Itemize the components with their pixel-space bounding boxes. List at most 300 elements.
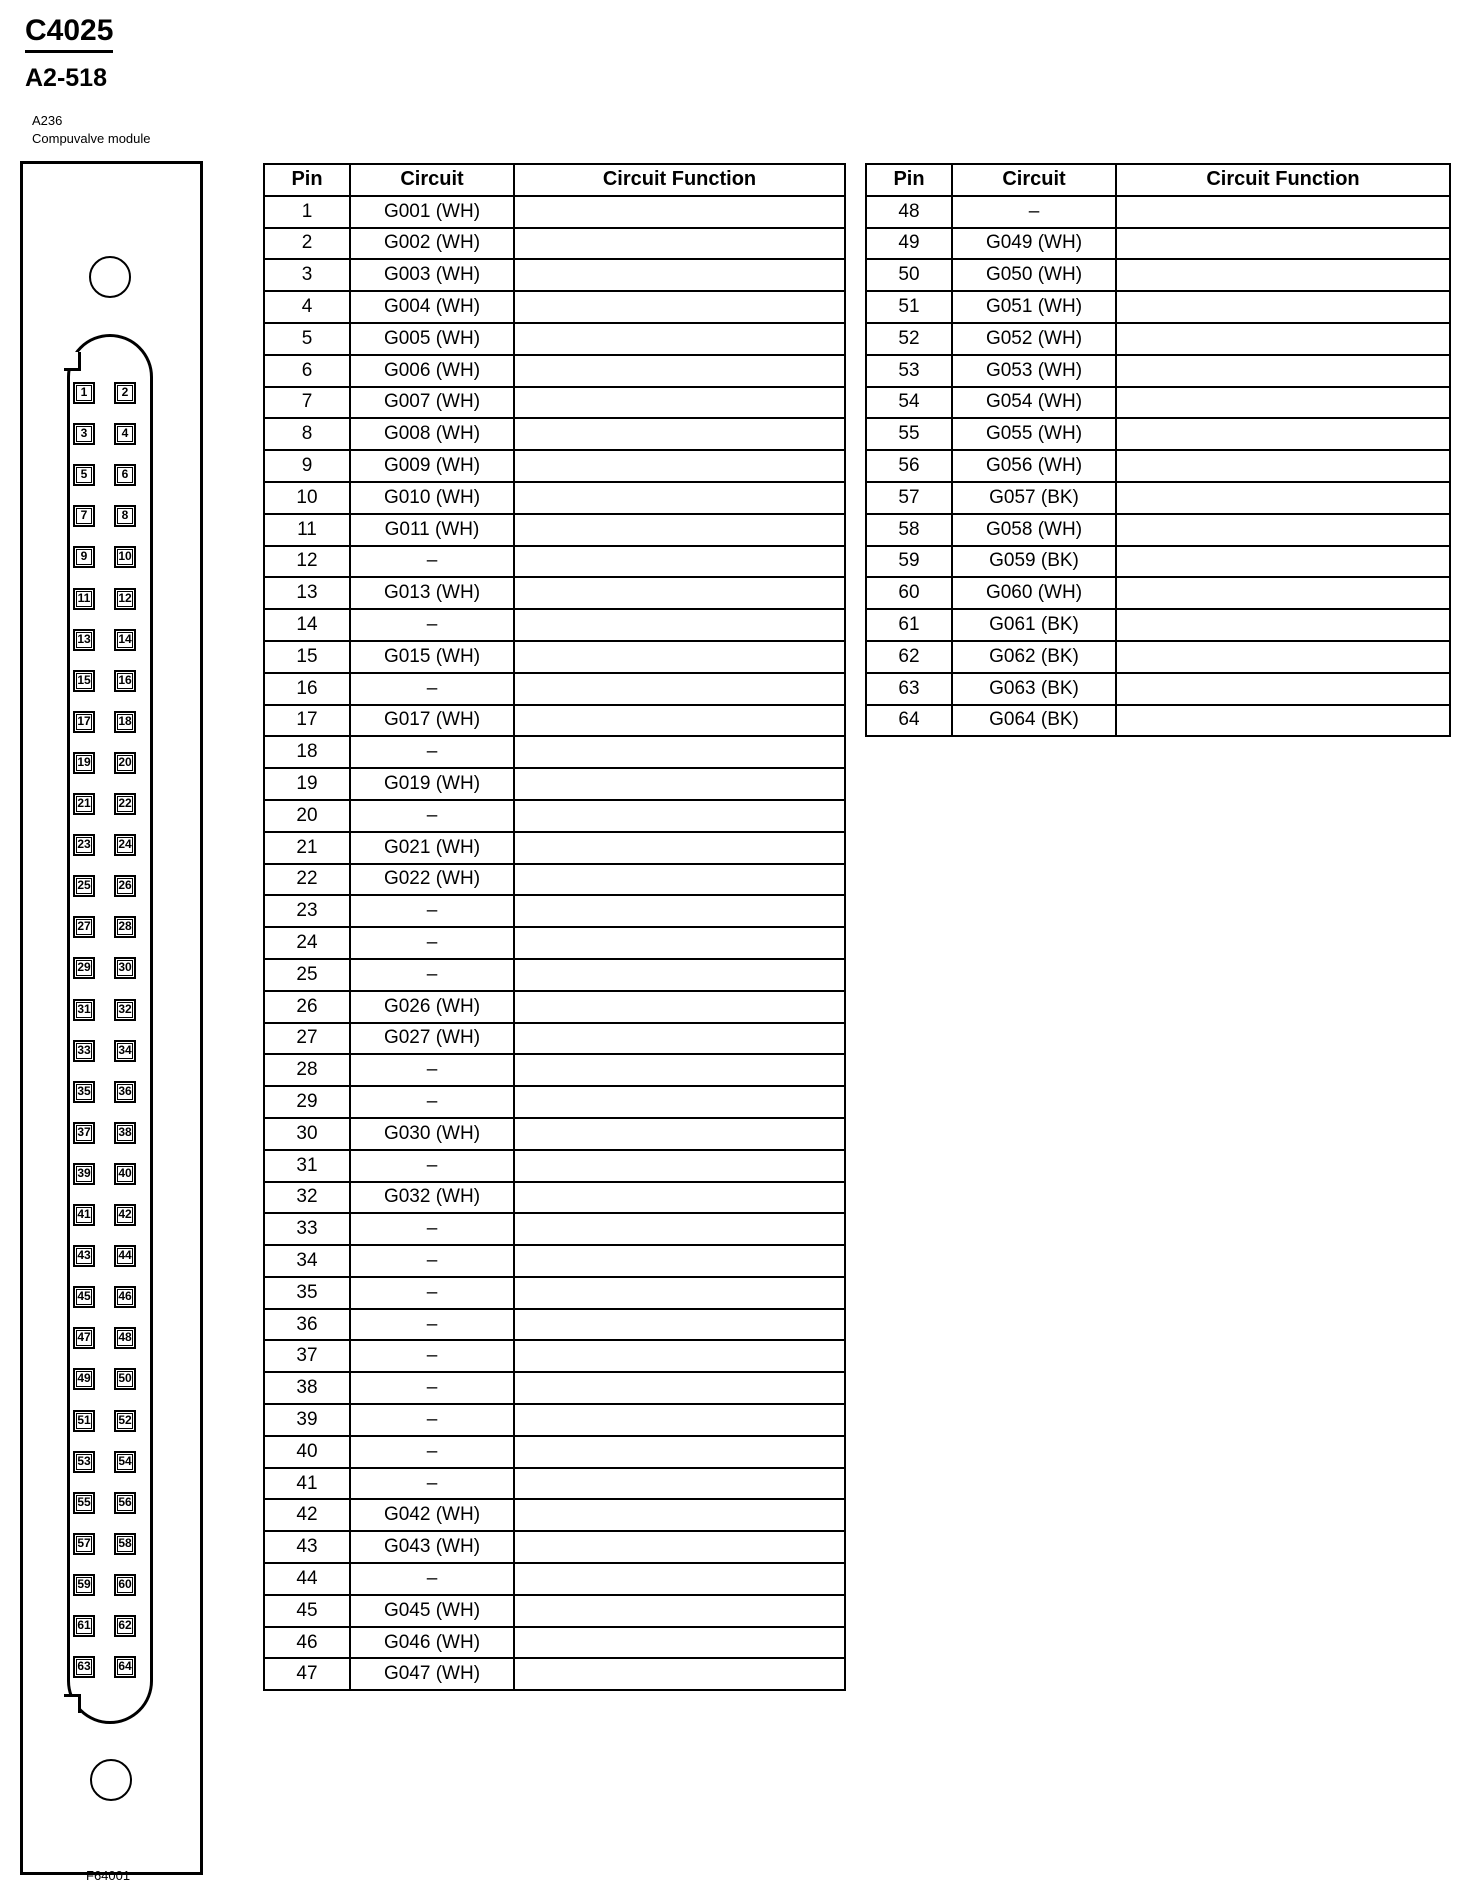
pin-cell: 52	[866, 323, 952, 355]
connector-face-diagram	[20, 161, 203, 1875]
function-cell	[514, 1245, 845, 1277]
function-cell	[1116, 228, 1450, 260]
pin-cell: 58	[866, 514, 952, 546]
connector-pin: 61	[73, 1615, 95, 1637]
table-row	[264, 1182, 845, 1214]
function-cell	[1116, 546, 1450, 578]
connector-body	[67, 334, 153, 1724]
function-cell	[1116, 355, 1450, 387]
connector-pin: 44	[114, 1245, 136, 1267]
circuit-cell: G055 (WH)	[952, 418, 1116, 450]
pin-cell: 19	[264, 768, 350, 800]
function-cell	[1116, 609, 1450, 641]
table-row	[264, 1150, 845, 1182]
circuit-cell: –	[350, 1563, 514, 1595]
table-row	[866, 291, 1450, 323]
pin-cell: 27	[264, 1023, 350, 1055]
function-cell	[514, 259, 845, 291]
connector-pin: 4	[114, 423, 136, 445]
table-row	[264, 546, 845, 578]
location-code: A2-518	[25, 64, 107, 92]
connector-pin: 39	[73, 1163, 95, 1185]
connector-pin: 33	[73, 1040, 95, 1062]
pin-cell: 20	[264, 800, 350, 832]
function-cell	[514, 355, 845, 387]
connector-pin: 3	[73, 423, 95, 445]
circuit-cell: G053 (WH)	[952, 355, 1116, 387]
table-row	[866, 259, 1450, 291]
function-cell	[514, 864, 845, 896]
connector-pin: 27	[73, 916, 95, 938]
table-row	[264, 736, 845, 768]
connector-pin: 57	[73, 1533, 95, 1555]
header-circuit-function: Circuit Function	[1116, 164, 1450, 196]
circuit-cell: G006 (WH)	[350, 355, 514, 387]
function-cell	[514, 323, 845, 355]
function-cell	[514, 768, 845, 800]
connector-pin: 41	[73, 1204, 95, 1226]
connector-pin: 28	[114, 916, 136, 938]
pin-cell: 43	[264, 1531, 350, 1563]
pin-cell: 11	[264, 514, 350, 546]
header-pin: Pin	[866, 164, 952, 196]
function-cell	[514, 1182, 845, 1214]
connector-pin: 6	[114, 464, 136, 486]
function-cell	[514, 1086, 845, 1118]
connector-pin: 37	[73, 1122, 95, 1144]
table-row	[264, 1086, 845, 1118]
mounting-hole-top	[89, 256, 131, 298]
pinout-table-right	[865, 163, 1451, 737]
function-cell	[1116, 387, 1450, 419]
circuit-cell: –	[350, 546, 514, 578]
circuit-cell: G002 (WH)	[350, 228, 514, 260]
circuit-cell: G050 (WH)	[952, 259, 1116, 291]
pin-cell: 60	[866, 577, 952, 609]
pin-cell: 50	[866, 259, 952, 291]
circuit-cell: G051 (WH)	[952, 291, 1116, 323]
connector-pin: 5	[73, 464, 95, 486]
function-cell	[514, 1054, 845, 1086]
pin-cell: 30	[264, 1118, 350, 1150]
table-row	[264, 1404, 845, 1436]
connector-pin: 36	[114, 1081, 136, 1103]
table-row	[264, 832, 845, 864]
table-row	[264, 895, 845, 927]
connector-pin: 55	[73, 1492, 95, 1514]
circuit-cell: –	[350, 736, 514, 768]
function-cell	[514, 1277, 845, 1309]
pin-cell: 37	[264, 1340, 350, 1372]
table-header-row	[264, 164, 845, 196]
function-cell	[514, 1213, 845, 1245]
table-row	[264, 1372, 845, 1404]
function-cell	[514, 387, 845, 419]
function-cell	[514, 514, 845, 546]
header-circuit-function: Circuit Function	[514, 164, 845, 196]
circuit-cell: –	[350, 1309, 514, 1341]
function-cell	[1116, 673, 1450, 705]
circuit-cell: –	[350, 673, 514, 705]
function-cell	[514, 577, 845, 609]
function-cell	[1116, 323, 1450, 355]
pin-cell: 9	[264, 450, 350, 482]
connector-pin: 31	[73, 999, 95, 1021]
circuit-cell: G057 (BK)	[952, 482, 1116, 514]
pin-cell: 1	[264, 196, 350, 228]
pin-cell: 18	[264, 736, 350, 768]
table-row	[264, 514, 845, 546]
function-cell	[1116, 259, 1450, 291]
pin-cell: 54	[866, 387, 952, 419]
function-cell	[514, 546, 845, 578]
circuit-cell: G008 (WH)	[350, 418, 514, 450]
pin-cell: 51	[866, 291, 952, 323]
connector-pin: 35	[73, 1081, 95, 1103]
table-row	[866, 546, 1450, 578]
pin-cell: 28	[264, 1054, 350, 1086]
table-row	[264, 1563, 845, 1595]
function-cell	[514, 991, 845, 1023]
table-row	[264, 355, 845, 387]
table-row	[264, 323, 845, 355]
pin-cell: 13	[264, 577, 350, 609]
circuit-cell: G009 (WH)	[350, 450, 514, 482]
key-tab-top	[64, 352, 81, 371]
connector-pin: 29	[73, 957, 95, 979]
connector-pin: 22	[114, 793, 136, 815]
circuit-cell: G056 (WH)	[952, 450, 1116, 482]
pin-cell: 49	[866, 228, 952, 260]
function-cell	[1116, 641, 1450, 673]
circuit-cell: G010 (WH)	[350, 482, 514, 514]
function-cell	[514, 1150, 845, 1182]
component-id: A236	[32, 113, 63, 128]
connector-pin: 1	[73, 382, 95, 404]
function-cell	[514, 450, 845, 482]
pin-cell: 4	[264, 291, 350, 323]
table-row	[866, 323, 1450, 355]
pin-cell: 46	[264, 1627, 350, 1659]
table-row	[264, 609, 845, 641]
connector-pin: 58	[114, 1533, 136, 1555]
table-row	[866, 355, 1450, 387]
function-cell	[1116, 482, 1450, 514]
table-row	[264, 991, 845, 1023]
pin-cell: 57	[866, 482, 952, 514]
connector-pin: 63	[73, 1656, 95, 1678]
function-cell	[514, 1118, 845, 1150]
circuit-cell: G049 (WH)	[952, 228, 1116, 260]
function-cell	[514, 1436, 845, 1468]
pin-cell: 24	[264, 927, 350, 959]
function-cell	[514, 196, 845, 228]
function-cell	[1116, 450, 1450, 482]
function-cell	[1116, 291, 1450, 323]
circuit-cell: G046 (WH)	[350, 1627, 514, 1659]
pin-cell: 15	[264, 641, 350, 673]
circuit-cell: G011 (WH)	[350, 514, 514, 546]
function-cell	[514, 1309, 845, 1341]
circuit-cell: –	[350, 1436, 514, 1468]
table-row	[264, 959, 845, 991]
circuit-cell: –	[350, 959, 514, 991]
connector-pin: 14	[114, 629, 136, 651]
circuit-cell: G054 (WH)	[952, 387, 1116, 419]
connector-pin: 43	[73, 1245, 95, 1267]
pin-cell: 31	[264, 1150, 350, 1182]
pin-cell: 14	[264, 609, 350, 641]
connector-pin: 40	[114, 1163, 136, 1185]
circuit-cell: G047 (WH)	[350, 1658, 514, 1690]
circuit-cell: G062 (BK)	[952, 641, 1116, 673]
circuit-cell: G001 (WH)	[350, 196, 514, 228]
circuit-cell: G005 (WH)	[350, 323, 514, 355]
pin-cell: 53	[866, 355, 952, 387]
connector-pin: 21	[73, 793, 95, 815]
connector-pin: 12	[114, 588, 136, 610]
pin-cell: 34	[264, 1245, 350, 1277]
connector-pin: 49	[73, 1368, 95, 1390]
pin-cell: 12	[264, 546, 350, 578]
connector-pin: 38	[114, 1122, 136, 1144]
component-name: Compuvalve module	[32, 131, 151, 146]
function-cell	[514, 927, 845, 959]
connector-pin: 25	[73, 875, 95, 897]
table-row	[264, 927, 845, 959]
table-row	[866, 418, 1450, 450]
circuit-cell: G026 (WH)	[350, 991, 514, 1023]
function-cell	[514, 673, 845, 705]
table-row	[866, 577, 1450, 609]
function-cell	[1116, 418, 1450, 450]
pin-cell: 47	[264, 1658, 350, 1690]
pin-cell: 17	[264, 705, 350, 737]
connector-pin: 19	[73, 752, 95, 774]
pin-cell: 2	[264, 228, 350, 260]
circuit-cell: G042 (WH)	[350, 1499, 514, 1531]
table-row	[264, 196, 845, 228]
table-row	[264, 1531, 845, 1563]
circuit-cell: –	[350, 1372, 514, 1404]
figure-code: F64001	[86, 1868, 131, 1883]
pin-cell: 25	[264, 959, 350, 991]
circuit-cell: G060 (WH)	[952, 577, 1116, 609]
circuit-cell: G064 (BK)	[952, 705, 1116, 737]
circuit-cell: –	[350, 609, 514, 641]
table-row	[866, 228, 1450, 260]
connector-pin: 64	[114, 1656, 136, 1678]
pin-cell: 39	[264, 1404, 350, 1436]
function-cell	[514, 895, 845, 927]
table-row	[264, 1340, 845, 1372]
circuit-cell: G059 (BK)	[952, 546, 1116, 578]
pin-cell: 36	[264, 1309, 350, 1341]
pin-cell: 6	[264, 355, 350, 387]
connector-pin: 20	[114, 752, 136, 774]
pin-cell: 38	[264, 1372, 350, 1404]
function-cell	[514, 1563, 845, 1595]
circuit-cell: G003 (WH)	[350, 259, 514, 291]
table-row	[264, 1023, 845, 1055]
table-row	[264, 800, 845, 832]
table-row	[264, 705, 845, 737]
table-row	[264, 228, 845, 260]
pin-cell: 45	[264, 1595, 350, 1627]
table-row	[264, 1277, 845, 1309]
pin-cell: 3	[264, 259, 350, 291]
table-row	[264, 259, 845, 291]
circuit-cell: G063 (BK)	[952, 673, 1116, 705]
connector-pin: 32	[114, 999, 136, 1021]
pin-cell: 16	[264, 673, 350, 705]
pin-cell: 33	[264, 1213, 350, 1245]
circuit-cell: –	[350, 1340, 514, 1372]
connector-pin: 51	[73, 1410, 95, 1432]
connector-pin: 13	[73, 629, 95, 651]
function-cell	[1116, 577, 1450, 609]
connector-pin: 8	[114, 505, 136, 527]
function-cell	[514, 1023, 845, 1055]
connector-title: C4025	[25, 14, 113, 53]
circuit-cell: G045 (WH)	[350, 1595, 514, 1627]
table-row	[264, 673, 845, 705]
function-cell	[514, 1372, 845, 1404]
table-row	[264, 577, 845, 609]
table-row	[866, 609, 1450, 641]
function-cell	[1116, 705, 1450, 737]
table-row	[264, 864, 845, 896]
circuit-cell: –	[350, 1213, 514, 1245]
circuit-cell: –	[350, 1404, 514, 1436]
pin-cell: 61	[866, 609, 952, 641]
table-row	[264, 1499, 845, 1531]
pin-cell: 40	[264, 1436, 350, 1468]
connector-pin: 56	[114, 1492, 136, 1514]
pin-cell: 7	[264, 387, 350, 419]
connector-pin: 17	[73, 711, 95, 733]
table-row	[866, 641, 1450, 673]
function-cell	[514, 832, 845, 864]
function-cell	[514, 1595, 845, 1627]
connector-pin: 46	[114, 1286, 136, 1308]
pin-cell: 62	[866, 641, 952, 673]
pin-cell: 29	[264, 1086, 350, 1118]
pin-cell: 5	[264, 323, 350, 355]
function-cell	[514, 1531, 845, 1563]
connector-pin: 16	[114, 670, 136, 692]
connector-pin: 48	[114, 1327, 136, 1349]
connector-pin: 10	[114, 546, 136, 568]
function-cell	[514, 736, 845, 768]
table-row	[264, 1245, 845, 1277]
pin-cell: 32	[264, 1182, 350, 1214]
table-row	[264, 1627, 845, 1659]
pin-cell: 55	[866, 418, 952, 450]
function-cell	[514, 291, 845, 323]
pin-cell: 48	[866, 196, 952, 228]
pin-cell: 64	[866, 705, 952, 737]
table-row	[264, 1054, 845, 1086]
table-row	[866, 387, 1450, 419]
connector-pin: 60	[114, 1574, 136, 1596]
table-row	[866, 514, 1450, 546]
table-row	[866, 705, 1450, 737]
circuit-cell: G022 (WH)	[350, 864, 514, 896]
table-row	[264, 1658, 845, 1690]
function-cell	[514, 418, 845, 450]
table-row	[264, 1213, 845, 1245]
table-row	[264, 1436, 845, 1468]
table-header-row	[866, 164, 1450, 196]
function-cell	[514, 1468, 845, 1500]
connector-pin: 9	[73, 546, 95, 568]
circuit-cell: G027 (WH)	[350, 1023, 514, 1055]
circuit-cell: –	[350, 1277, 514, 1309]
connector-pin: 59	[73, 1574, 95, 1596]
circuit-cell: –	[952, 196, 1116, 228]
connector-pin: 24	[114, 834, 136, 856]
pin-cell: 41	[264, 1468, 350, 1500]
connector-pin: 45	[73, 1286, 95, 1308]
circuit-cell: G043 (WH)	[350, 1531, 514, 1563]
table-row	[264, 1118, 845, 1150]
table-row	[264, 418, 845, 450]
connector-pin: 7	[73, 505, 95, 527]
connector-pin: 53	[73, 1451, 95, 1473]
pin-cell: 44	[264, 1563, 350, 1595]
connector-pin: 54	[114, 1451, 136, 1473]
pin-cell: 23	[264, 895, 350, 927]
circuit-cell: –	[350, 1468, 514, 1500]
connector-pin: 15	[73, 670, 95, 692]
table-row	[264, 387, 845, 419]
pin-cell: 22	[264, 864, 350, 896]
connector-pin: 62	[114, 1615, 136, 1637]
circuit-cell: G061 (BK)	[952, 609, 1116, 641]
function-cell	[514, 641, 845, 673]
table-row	[866, 673, 1450, 705]
connector-pin: 34	[114, 1040, 136, 1062]
header-circuit: Circuit	[350, 164, 514, 196]
function-cell	[514, 1404, 845, 1436]
function-cell	[514, 228, 845, 260]
circuit-cell: G019 (WH)	[350, 768, 514, 800]
table-row	[264, 1309, 845, 1341]
key-tab-bottom	[64, 1694, 81, 1713]
connector-pin: 23	[73, 834, 95, 856]
pin-cell: 59	[866, 546, 952, 578]
circuit-cell: G058 (WH)	[952, 514, 1116, 546]
circuit-cell: G007 (WH)	[350, 387, 514, 419]
function-cell	[514, 1658, 845, 1690]
connector-pin: 18	[114, 711, 136, 733]
pin-cell: 56	[866, 450, 952, 482]
circuit-cell: –	[350, 1054, 514, 1086]
table-row	[264, 1595, 845, 1627]
circuit-cell: –	[350, 1150, 514, 1182]
function-cell	[514, 800, 845, 832]
pin-cell: 63	[866, 673, 952, 705]
function-cell	[514, 1340, 845, 1372]
circuit-cell: G021 (WH)	[350, 832, 514, 864]
pinout-table-left	[263, 163, 846, 1691]
table-row	[866, 450, 1450, 482]
table-row	[264, 450, 845, 482]
function-cell	[514, 482, 845, 514]
function-cell	[514, 1499, 845, 1531]
circuit-cell: G052 (WH)	[952, 323, 1116, 355]
